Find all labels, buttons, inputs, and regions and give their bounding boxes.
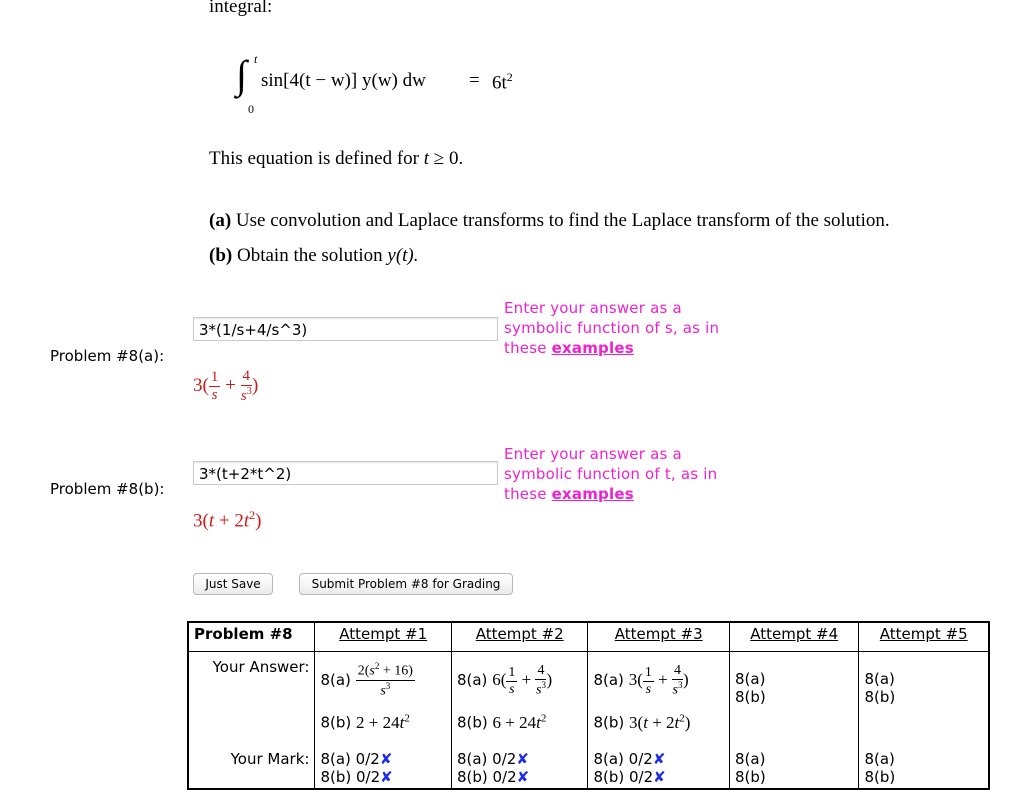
equals-sign: =	[469, 70, 480, 91]
attempt-1-mark: 8(a) 0/2✘ 8(b) 0/2✘	[315, 744, 452, 789]
attempts-header-1: Attempt #1	[315, 622, 452, 652]
part-a-instruction: (a) Use convolution and Laplace transforms to find the Laplace transform of the solution.	[209, 210, 890, 231]
submit-button[interactable]: Submit Problem #8 for Grading	[299, 573, 513, 595]
wrong-mark-icon: ✘	[652, 750, 666, 768]
integral-equation	[236, 52, 556, 122]
your-answer-label: Your Answer:	[188, 652, 315, 745]
attempt-2-mark: 8(a) 0/2✘ 8(b) 0/2✘	[451, 744, 588, 789]
part-b-instruction: (b) Obtain the solution y(t).	[209, 245, 419, 266]
attempts-header-row	[188, 622, 989, 652]
wrong-mark-icon: ✘	[379, 750, 393, 768]
equation-rhs: $6t^2$	[492, 70, 513, 94]
attempts-header-3: Attempt #3	[588, 622, 730, 652]
attempt-5-answer: 8(a) 8(b)	[859, 652, 989, 745]
answer-hint-8b: Enter your answer as a symbolic function of t, as in these examples	[504, 445, 718, 503]
answer-input-8b[interactable]: 3*(t+2*t^2)	[193, 461, 498, 485]
your-answer-row	[188, 652, 989, 745]
integral-sign: ∫	[236, 52, 247, 97]
wrong-mark-icon: ✘	[653, 768, 666, 786]
answer-hint-8a: Enter your answer as a symbolic function of s, as in these examples	[504, 299, 720, 357]
attempts-header-problem: Problem #8	[188, 622, 315, 652]
examples-link-8a[interactable]: examples	[551, 339, 634, 357]
integrand: sin[4(t − w)] y(w) dw	[261, 70, 426, 91]
answer-input-8a[interactable]: 3*(1/s+4/s^3)	[193, 317, 498, 341]
answer-label-8b: Problem #8(b):	[50, 480, 165, 498]
wrong-mark-icon: ✘	[516, 768, 530, 786]
integral-lower-limit: 0	[248, 102, 254, 116]
attempt-2-answer: 8(a) 6( $\frac{1}{s}$ + $\frac{4}{s^3}$ ) 8(b) $6 + 24t^2$	[451, 652, 588, 745]
integral-upper-limit: t	[254, 52, 258, 66]
problem-heading: integral:	[209, 0, 273, 17]
attempts-table	[187, 621, 990, 790]
attempt-4-answer: 8(a) 8(b)	[729, 652, 858, 745]
attempts-header-4: Attempt #4	[729, 622, 858, 652]
answer-label-8a: Problem #8(a):	[50, 347, 165, 365]
wrong-mark-icon: ✘	[380, 768, 393, 786]
attempts-header-5: Attempt #5	[859, 622, 989, 652]
attempts-header-2: Attempt #2	[451, 622, 588, 652]
just-save-button[interactable]: Just Save	[193, 573, 273, 595]
answer-preview-8a: 3( $\frac{1}{s}$ + $\frac{4}{s^3}$ )	[193, 368, 259, 405]
attempt-3-answer: 8(a) 3( $\frac{1}{s}$ + $\frac{4}{s^3}$ ) 8(b) $3(t + 2t^2)$	[588, 652, 730, 745]
attempt-3-mark: 8(a) 0/2✘ 8(b) 0/2✘	[588, 744, 730, 789]
your-mark-label: Your Mark:	[188, 744, 315, 789]
attempt-1-answer: 8(a) $\frac{2(s^2 + 16)}{s^3}$ 8(b) $2 + 24t^2$	[315, 652, 452, 745]
examples-link-8b[interactable]: examples	[551, 485, 634, 503]
attempt-5-mark: 8(a) 8(b)	[859, 744, 989, 789]
domain-statement: This equation is defined for t ≥ 0.	[209, 148, 464, 169]
wrong-mark-icon: ✘	[516, 750, 529, 768]
your-mark-row	[188, 744, 989, 789]
attempt-4-mark: 8(a) 8(b)	[729, 744, 858, 789]
answer-preview-8b: $3(t + 2t^2)$	[193, 508, 262, 532]
